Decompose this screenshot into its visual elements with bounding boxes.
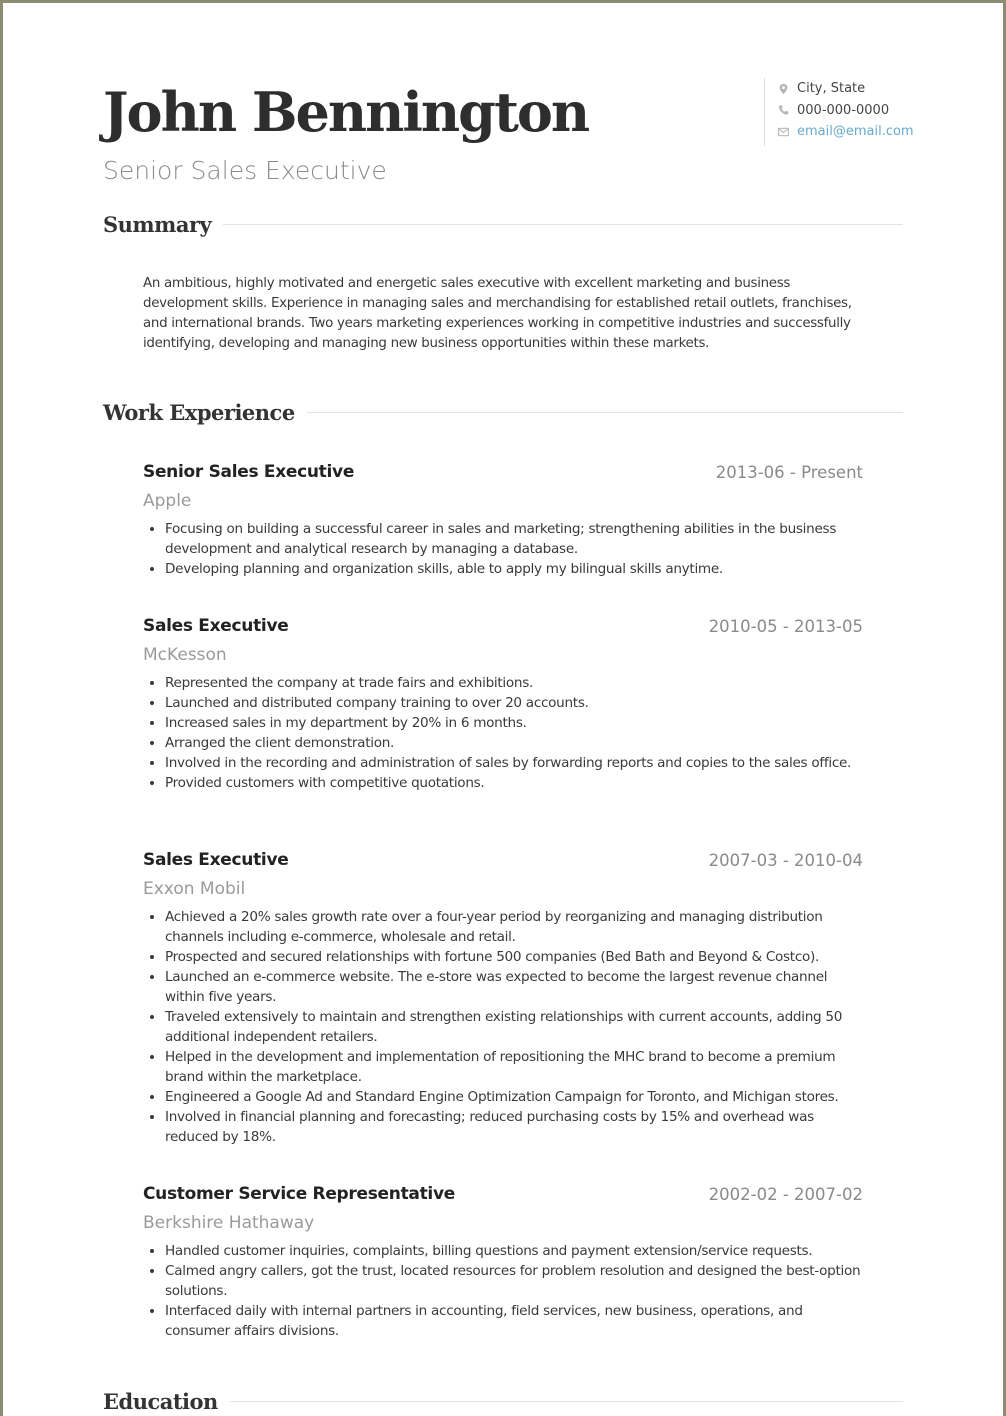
job-bullets [143, 673, 863, 793]
job-entry [143, 462, 863, 579]
job-bullet: • Interfaced daily with internal partners in accounting, field services, new business, operations, and consumer affairs divisions. [165, 1301, 863, 1341]
job-dates: 2013-06 - Present [715, 463, 863, 482]
job-bullet: • Traveled extensively to maintain and strengthen existing relationships with current accounts, adding 50 additional independent retailers. [165, 1007, 863, 1047]
job-bullet: • Helped in the development and implementation of repositioning the MHC brand to become a premium brand within the marketplace. [165, 1047, 863, 1087]
job-bullet: • Achieved a 20% sales growth rate over a four-year period by reorganizing and managing distribution channels including e-commerce, wholesale and retail. [165, 907, 863, 947]
section-divider [223, 224, 903, 225]
job-bullets [143, 519, 863, 579]
job-title: Customer Service Representative [143, 1184, 455, 1204]
job-bullet: • Handled customer inquiries, complaints, billing questions and payment extension/service requests. [165, 1241, 863, 1261]
education-heading: Education [103, 1389, 218, 1414]
job-bullets [143, 1241, 863, 1341]
job-bullet: • Launched and distributed company training to over 20 accounts. [165, 693, 863, 713]
job-entry [143, 1184, 863, 1341]
job-title: Sales Executive [143, 616, 289, 636]
phone-icon [778, 104, 789, 116]
job-dates: 2007-03 - 2010-04 [708, 851, 863, 870]
job-company: McKesson [143, 645, 227, 665]
job-bullet: • Calmed angry callers, got the trust, located resources for problem resolution and designed the best-option solutions. [165, 1261, 863, 1301]
job-company: Berkshire Hathaway [143, 1213, 315, 1233]
summary-heading: Summary [103, 212, 212, 237]
contact-block [764, 78, 914, 146]
email-link[interactable]: email@email.com [797, 124, 914, 140]
candidate-role: Senior Sales Executive [103, 156, 387, 185]
candidate-name: John Bennington [103, 80, 589, 144]
job-bullet: • Arranged the client demonstration. [165, 733, 863, 753]
phone-text: 000-000-0000 [797, 102, 890, 118]
job-title: Sales Executive [143, 850, 289, 870]
location-text: City, State [797, 81, 866, 97]
summary-text: An ambitious, highly motivated and energetic sales executive with excellent marketing and business development skills. Experience in managing sales and merchandising for established retail outlets, franchises, and international brands. Two years marketing experiences working in competitive industries and successfully identifying, developing and managing new business opportunities within these markets. [143, 276, 852, 351]
job-bullet: • Involved in financial planning and forecasting; reduced purchasing costs by 15% and overhead was reduced by 18%. [165, 1107, 863, 1147]
job-dates: 2010-05 - 2013-05 [708, 617, 863, 636]
job-bullet: • Provided customers with competitive quotations. [165, 773, 863, 793]
job-bullet: • Increased sales in my department by 20% in 6 months. [165, 713, 863, 733]
work-section-header [103, 400, 903, 425]
job-bullet: • Involved in the recording and administration of sales by forwarding reports and copies to the sales office. [165, 753, 863, 773]
summary-section-header [103, 212, 903, 237]
job-bullet: • Launched an e-commerce website. The e-store was expected to become the largest revenue channel within five years. [165, 967, 863, 1007]
job-bullets [143, 907, 863, 1147]
job-entry [143, 616, 863, 793]
section-divider [230, 1401, 903, 1402]
job-bullet: • Focusing on building a successful career in sales and marketing; strengthening abilities in the business development and analytical research by managing a database. [165, 519, 863, 559]
education-section-header [103, 1389, 903, 1414]
job-company: Exxon Mobil [143, 879, 246, 899]
job-title: Senior Sales Executive [143, 462, 355, 482]
job-bullet: • Developing planning and organization skills, able to apply my bilingual skills anytime. [165, 559, 863, 579]
map-pin-icon [778, 83, 789, 95]
job-entry [143, 850, 863, 1147]
job-bullet: • Represented the company at trade fairs and exhibitions. [165, 673, 863, 693]
contact-location [778, 78, 914, 100]
job-bullet: • Prospected and secured relationships with fortune 500 companies (Bed Bath and Beyond & Costco). [165, 947, 863, 967]
contact-phone [778, 100, 914, 122]
work-experience-heading: Work Experience [103, 400, 295, 425]
section-divider [307, 412, 903, 413]
job-dates: 2002-02 - 2007-02 [708, 1185, 863, 1204]
envelope-icon [778, 126, 789, 138]
contact-email[interactable] [778, 121, 914, 143]
job-company: Apple [143, 491, 192, 511]
job-bullet: • Engineered a Google Ad and Standard Engine Optimization Campaign for Toronto, and Michigan stores. [165, 1087, 863, 1107]
